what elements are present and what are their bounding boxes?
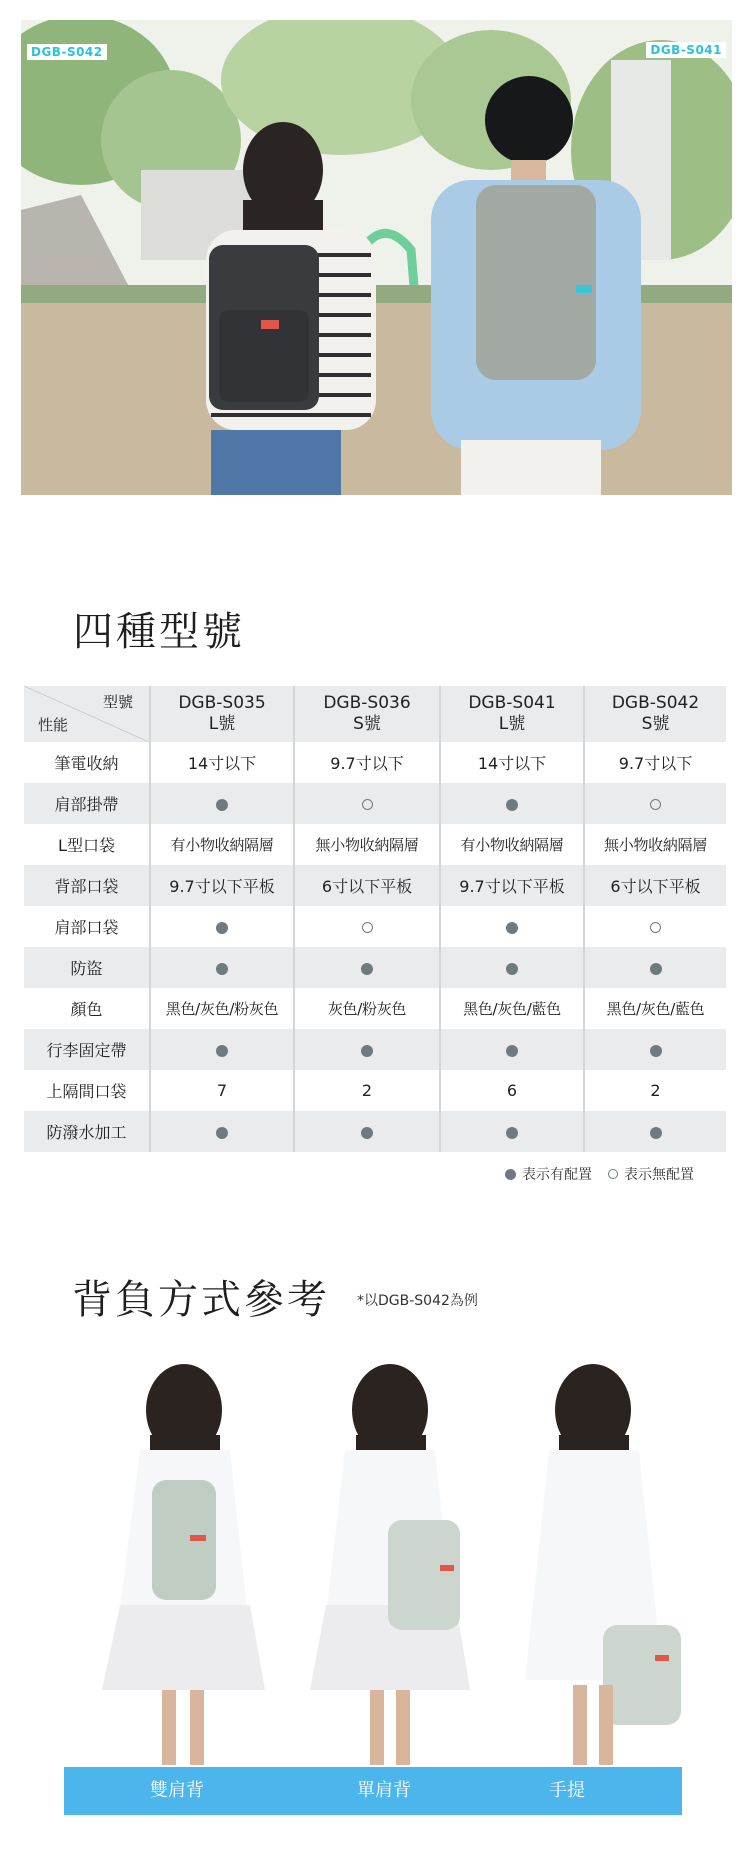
availability-cell (584, 1111, 726, 1152)
feature-label: 肩部掛帶 (24, 783, 150, 824)
model-code: DGB-S042 (611, 693, 700, 713)
table-cell: 9.7寸以下平板 (440, 865, 584, 906)
table-cell: 14寸以下 (150, 742, 294, 783)
availability-cell (150, 1111, 294, 1152)
filled-dot-icon (361, 1127, 373, 1139)
model-size: S號 (353, 714, 381, 734)
carry-photo-backpack (80, 1355, 280, 1765)
carry-label-single-shoulder: 單肩背 (357, 1780, 411, 1801)
legend-filled-text: 表示有配置 (522, 1167, 592, 1183)
table-cell: 9.7寸以下平板 (150, 865, 294, 906)
filled-dot-icon (506, 1127, 518, 1139)
table-cell: 無小物收納隔層 (604, 836, 707, 854)
availability-cell (584, 1029, 726, 1070)
availability-cell (440, 1029, 584, 1070)
feature-label: 防盜 (24, 947, 150, 988)
filled-dot-icon (650, 1127, 662, 1139)
carry-photo-single-shoulder (290, 1355, 490, 1765)
hollow-dot-icon (362, 922, 373, 933)
spec-comparison-table (24, 686, 726, 1152)
hollow-dot-icon (650, 799, 661, 810)
table-row (24, 947, 726, 988)
availability-cell (584, 947, 726, 988)
table-cell: 黑色/灰色/藍色 (440, 988, 584, 1029)
table-row (24, 824, 726, 865)
table-cell: 7 (150, 1070, 294, 1111)
availability-cell (150, 1029, 294, 1070)
table-cell: 灰色/粉灰色 (294, 988, 440, 1029)
availability-cell (150, 947, 294, 988)
hero-illustration (21, 20, 732, 495)
table-row (24, 906, 726, 947)
model-header (584, 686, 726, 742)
filled-dot-icon (650, 1045, 662, 1057)
model-header (440, 686, 584, 742)
model-size: L號 (208, 714, 236, 734)
filled-dot-icon (216, 799, 228, 811)
filled-dot-icon (216, 922, 228, 934)
table-row (24, 865, 726, 906)
filled-dot-icon (361, 1045, 373, 1057)
model-tag-left: DGB-S042 (27, 44, 107, 60)
availability-cell (150, 783, 294, 824)
filled-dot-icon (650, 963, 662, 975)
model-header (294, 686, 440, 742)
table-row (24, 783, 726, 824)
filled-dot-icon (506, 922, 518, 934)
feature-label: 肩部口袋 (24, 906, 150, 947)
availability-cell (294, 1111, 440, 1152)
table-cell: 有小物收納隔層 (150, 824, 294, 865)
table-cell: 6 (440, 1070, 584, 1111)
table-row (24, 1029, 726, 1070)
hollow-dot-icon (650, 922, 661, 933)
table-corner-cell (24, 686, 150, 742)
table-cell: 無小物收納隔層 (294, 824, 440, 865)
model-tag-right: DGB-S041 (646, 42, 726, 58)
spec-table-body (24, 742, 726, 1152)
filled-dot-icon (505, 1169, 516, 1180)
feature-label: 防潑水加工 (24, 1111, 150, 1152)
model-code: DGB-S035 (178, 693, 266, 713)
carry-label-hand-carry: 手提 (549, 1780, 585, 1801)
model-size: L號 (498, 714, 526, 734)
model-code: DGB-S041 (468, 693, 556, 713)
model-size: S號 (641, 714, 670, 734)
table-row (24, 1070, 726, 1111)
availability-cell (294, 947, 440, 988)
availability-cell (150, 906, 294, 947)
feature-label: L型口袋 (24, 824, 150, 865)
availability-cell (584, 906, 726, 947)
table-cell: 6寸以下平板 (610, 877, 701, 896)
availability-cell (440, 906, 584, 947)
table-row (24, 1111, 726, 1152)
models-section-title: 四種型號 (73, 609, 245, 655)
model-header (150, 686, 294, 742)
availability-cell (440, 947, 584, 988)
table-row (24, 988, 726, 1029)
carry-section-note: *以DGB-S042為例 (357, 1293, 478, 1309)
table-cell: 2 (294, 1070, 440, 1111)
carry-section-title: 背負方式參考 (72, 1277, 330, 1323)
hollow-dot-icon (608, 1169, 618, 1179)
table-cell: 黑色/灰色/藍色 (606, 1000, 705, 1018)
hollow-dot-icon (362, 799, 373, 810)
filled-dot-icon (216, 1045, 228, 1057)
feature-label: 顏色 (24, 988, 150, 1029)
availability-cell (294, 906, 440, 947)
availability-cell (294, 1029, 440, 1070)
availability-cell (294, 783, 440, 824)
availability-cell (440, 783, 584, 824)
legend-hollow-text: 表示無配置 (624, 1167, 694, 1183)
feature-label: 背部口袋 (24, 865, 150, 906)
carry-style-bar (64, 1767, 682, 1815)
table-cell: 14寸以下 (440, 742, 584, 783)
feature-label: 行李固定帶 (24, 1029, 150, 1070)
availability-cell (584, 783, 726, 824)
filled-dot-icon (506, 799, 518, 811)
model-code: DGB-S036 (323, 693, 411, 713)
filled-dot-icon (216, 1127, 228, 1139)
filled-dot-icon (361, 963, 373, 975)
table-cell: 9.7寸以下 (294, 742, 440, 783)
hero-photo (21, 20, 732, 495)
corner-model-label: 型號 (102, 693, 133, 711)
carry-label-backpack: 雙肩背 (150, 1780, 204, 1801)
table-cell: 6寸以下平板 (294, 865, 440, 906)
table-cell: 有小物收納隔層 (440, 824, 584, 865)
filled-dot-icon (506, 963, 518, 975)
table-cell: 2 (650, 1081, 661, 1100)
table-row (24, 742, 726, 783)
filled-dot-icon (216, 963, 228, 975)
availability-cell (440, 1111, 584, 1152)
table-cell: 9.7寸以下 (618, 754, 693, 773)
feature-label: 筆電收納 (24, 742, 150, 783)
table-header-row (24, 686, 726, 742)
corner-feature-label: 性能 (38, 716, 69, 734)
feature-label: 上隔間口袋 (24, 1070, 150, 1111)
filled-dot-icon (506, 1045, 518, 1057)
table-cell: 黑色/灰色/粉灰色 (150, 988, 294, 1029)
table-legend (505, 1164, 694, 1184)
carry-photo-hand-carry (505, 1355, 705, 1765)
